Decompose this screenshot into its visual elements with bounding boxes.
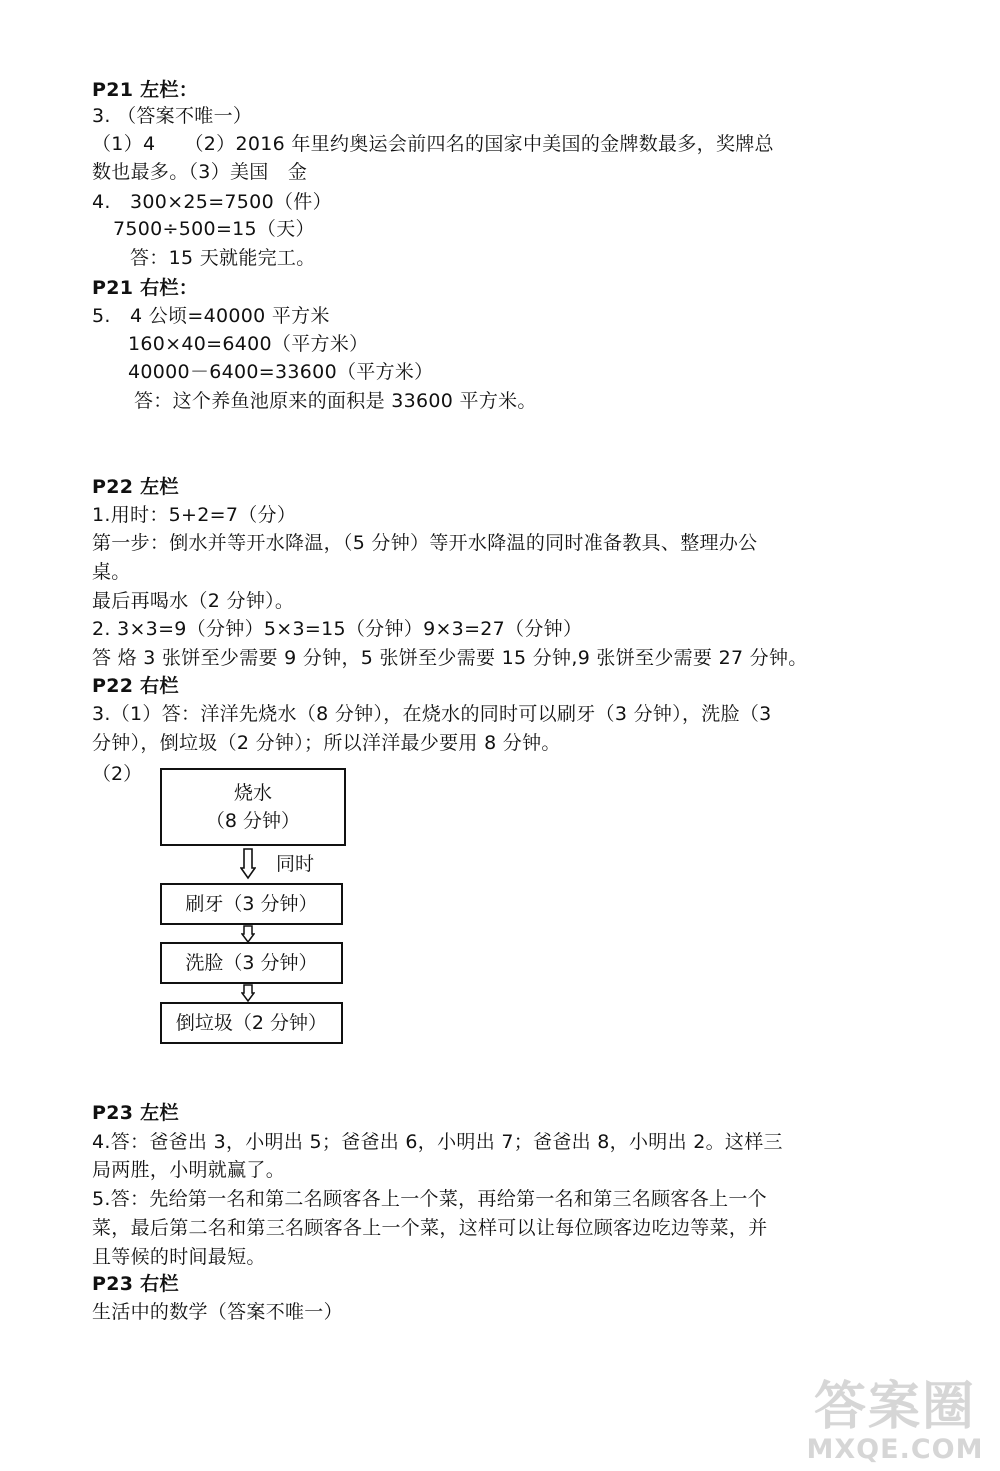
p22-q1-line-2: 第一步：倒水并等开水降温，（5 分钟）等开水降温的同时准备教具、整理办公: [92, 532, 758, 554]
p22-q2-line-1: 2. 3×3=9（分钟）5×3=15（分钟）9×3=27（分钟）: [92, 618, 583, 640]
p22-q1-line-4: 最后再喝水（2 分钟）。: [92, 590, 295, 612]
down-arrow-icon: [240, 848, 256, 880]
same-time-label: 同时: [276, 853, 315, 875]
watermark-logo-text: 答案圈: [813, 1376, 976, 1437]
p23-right-line-1: 生活中的数学（答案不唯一）: [92, 1301, 343, 1323]
q5-line-3: 40000－6400=33600（平方米）: [128, 361, 434, 383]
q3-line-1: （1）4 （2）2016 年里约奥运会前四名的国家中美国的金牌数最多，奖牌总: [92, 133, 774, 155]
section-header-p21-right: P21 右栏：: [92, 277, 199, 299]
flow-box-brush-teeth: 刷牙（3 分钟）: [160, 883, 343, 925]
p22-q2-answer: 答 烙 3 张饼至少需要 9 分钟，5 张饼至少需要 15 分钟,9 张饼至少需要 27 分钟。: [92, 647, 808, 669]
p23-q5-line-2: 菜，最后第二名和第三名顾客各上一个菜，这样可以让每位顾客边吃边等菜，并: [92, 1217, 768, 1239]
p22-q3-part2-label: （2）: [92, 763, 143, 785]
flow-box-wash-face: 洗脸（3 分钟）: [160, 942, 343, 984]
section-header-p21-left: P21 左栏：: [92, 79, 199, 101]
flow-box-take-out-trash: 倒垃圾（2 分钟）: [160, 1002, 343, 1044]
watermark-url: MXQE.COM: [806, 1434, 984, 1465]
section-header-p22-left: P22 左栏: [92, 476, 179, 498]
down-arrow-icon: [241, 984, 255, 1002]
p22-q3-line-1: 3.（1）答：洋洋先烧水（8 分钟），在烧水的同时可以刷牙（3 分钟），洗脸（3: [92, 703, 772, 725]
q5-line-1: 5. 4 公顷=40000 平方米: [92, 305, 330, 327]
p23-q4-line-2: 局两胜，小明就赢了。: [92, 1159, 286, 1181]
site-watermark: [800, 1376, 990, 1467]
section-header-p23-left: P23 左栏: [92, 1102, 179, 1124]
p22-q3-line-2: 分钟），倒垃圾（2 分钟）；所以洋洋最少要用 8 分钟。: [92, 732, 561, 754]
flow-box-boil-water: [160, 768, 346, 846]
q4-line-1: 4. 300×25=7500（件）: [92, 191, 332, 213]
q5-line-2: 160×40=6400（平方米）: [128, 333, 369, 355]
flow-box-boil-water-time: （8 分钟）: [205, 810, 301, 832]
q3-title: 3. （答案不唯一）: [92, 105, 253, 127]
p23-q5-line-1: 5.答：先给第一名和第二名顾客各上一个菜，再给第一名和第三名顾客各上一个: [92, 1188, 767, 1210]
q5-answer: 答：这个养鱼池原来的面积是 33600 平方米。: [134, 390, 537, 412]
p22-q1-line-1: 1.用时：5+2=7（分）: [92, 504, 297, 526]
p23-q5-line-3: 且等候的时间最短。: [92, 1246, 266, 1268]
q4-answer: 答：15 天就能完工。: [130, 247, 316, 269]
p23-q4-line-1: 4.答：爸爸出 3，小明出 5；爸爸出 6，小明出 7；爸爸出 8，小明出 2。这样三: [92, 1131, 783, 1153]
q4-line-2: 7500÷500=15（天）: [113, 218, 315, 240]
section-header-p23-right: P23 右栏: [92, 1273, 179, 1295]
section-header-p22-right: P22 右栏: [92, 675, 179, 697]
down-arrow-icon: [241, 925, 255, 943]
q3-line-2: 数也最多。（3）美国 金: [92, 161, 308, 183]
flow-box-boil-water-title: 烧水: [233, 782, 272, 804]
p22-q1-line-3: 桌。: [92, 561, 131, 583]
